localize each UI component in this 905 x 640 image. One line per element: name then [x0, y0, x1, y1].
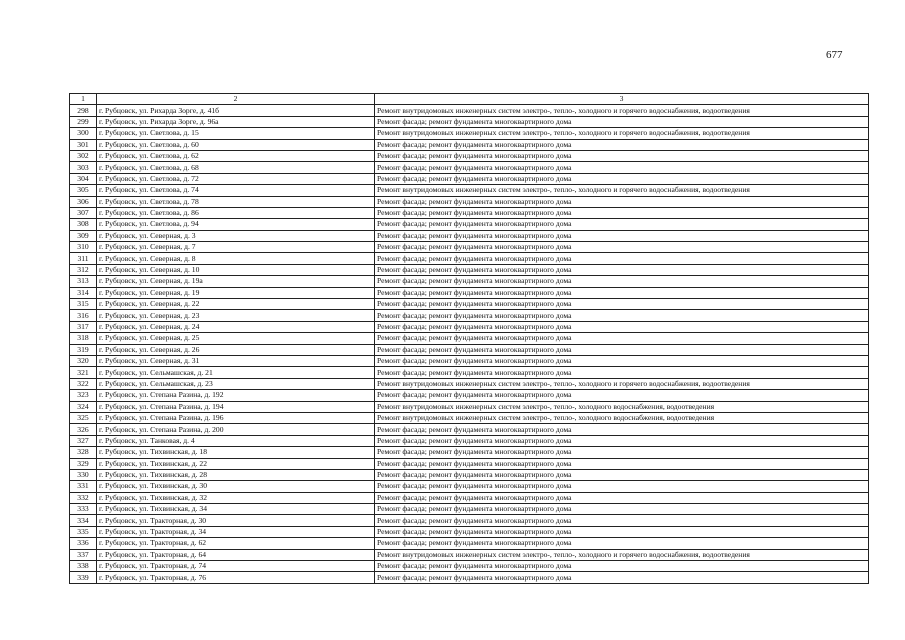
work-type-cell: Ремонт фасада; ремонт фундамента многоквартирного дома [375, 435, 869, 446]
work-type-cell: Ремонт внутридомовых инженерных систем электро-, тепло-, холодного и горячего водоснабжения, водоотведения [375, 105, 869, 116]
row-number-cell: 325 [70, 412, 97, 423]
row-number-cell: 310 [70, 242, 97, 253]
work-type-cell: Ремонт фасада; ремонт фундамента многоквартирного дома [375, 572, 869, 583]
work-type-cell: Ремонт фасада; ремонт фундамента многоквартирного дома [375, 390, 869, 401]
row-number-cell: 324 [70, 401, 97, 412]
address-cell: г. Рубцовск, ул. Светлова, д. 68 [97, 162, 375, 173]
repair-list-table [69, 93, 869, 584]
row-number-cell: 316 [70, 310, 97, 321]
row-number-cell: 311 [70, 253, 97, 264]
address-cell: г. Рубцовск, ул. Рихарда Зорге, д. 96а [97, 116, 375, 127]
table-row [70, 401, 869, 412]
work-type-cell: Ремонт фасада; ремонт фундамента многоквартирного дома [375, 333, 869, 344]
work-type-cell: Ремонт фасада; ремонт фундамента многоквартирного дома [375, 310, 869, 321]
work-type-cell: Ремонт фасада; ремонт фундамента многоквартирного дома [375, 116, 869, 127]
row-number-cell: 336 [70, 538, 97, 549]
address-cell: г. Рубцовск, ул. Северная, д. 22 [97, 299, 375, 310]
work-type-cell: Ремонт внутридомовых инженерных систем электро-, тепло-, холодного и горячего водоснабжения, водоотведения [375, 549, 869, 560]
work-type-cell: Ремонт фасада; ремонт фундамента многоквартирного дома [375, 367, 869, 378]
address-cell: г. Рубцовск, ул. Тихвинская, д. 32 [97, 492, 375, 503]
address-cell: г. Рубцовск, ул. Светлова, д. 94 [97, 219, 375, 230]
work-type-cell: Ремонт фасада; ремонт фундамента многоквартирного дома [375, 253, 869, 264]
row-number-cell: 305 [70, 185, 97, 196]
table-row [70, 515, 869, 526]
header-row [70, 94, 869, 105]
work-type-cell: Ремонт внутридомовых инженерных систем электро-, тепло-, холодного и горячего водоснабжения, водоотведения [375, 378, 869, 389]
address-cell: г. Рубцовск, ул. Рихарда Зорге, д. 41б [97, 105, 375, 116]
row-number-cell: 302 [70, 150, 97, 161]
row-number-cell: 308 [70, 219, 97, 230]
table-row [70, 469, 869, 480]
work-type-cell: Ремонт фасада; ремонт фундамента многоквартирного дома [375, 526, 869, 537]
address-cell: г. Рубцовск, ул. Сельмашская, д. 21 [97, 367, 375, 378]
address-cell: г. Рубцовск, ул. Тракторная, д. 74 [97, 561, 375, 572]
work-type-cell: Ремонт фасада; ремонт фундамента многоквартирного дома [375, 515, 869, 526]
work-type-cell: Ремонт фасада; ремонт фундамента многоквартирного дома [375, 276, 869, 287]
table-row [70, 230, 869, 241]
row-number-cell: 335 [70, 526, 97, 537]
work-type-cell: Ремонт фасада; ремонт фундамента многоквартирного дома [375, 230, 869, 241]
work-type-cell: Ремонт фасада; ремонт фундамента многоквартирного дома [375, 162, 869, 173]
work-type-cell: Ремонт фасада; ремонт фундамента многоквартирного дома [375, 219, 869, 230]
address-cell: г. Рубцовск, ул. Северная, д. 26 [97, 344, 375, 355]
work-type-cell: Ремонт фасада; ремонт фундамента многоквартирного дома [375, 139, 869, 150]
row-number-cell: 303 [70, 162, 97, 173]
table-row [70, 162, 869, 173]
row-number-cell: 314 [70, 287, 97, 298]
table-row [70, 242, 869, 253]
address-cell: г. Рубцовск, ул. Светлова, д. 72 [97, 173, 375, 184]
table-row [70, 572, 869, 583]
address-cell: г. Рубцовск, ул. Степана Разина, д. 196 [97, 412, 375, 423]
work-type-cell: Ремонт фасада; ремонт фундамента многоквартирного дома [375, 481, 869, 492]
work-type-cell: Ремонт фасада; ремонт фундамента многоквартирного дома [375, 424, 869, 435]
table-row [70, 538, 869, 549]
table-row [70, 435, 869, 446]
address-cell: г. Рубцовск, ул. Северная, д. 23 [97, 310, 375, 321]
table-row [70, 310, 869, 321]
work-type-cell: Ремонт фасада; ремонт фундамента многоквартирного дома [375, 538, 869, 549]
row-number-cell: 313 [70, 276, 97, 287]
address-cell: г. Рубцовск, ул. Тракторная, д. 62 [97, 538, 375, 549]
address-cell: г. Рубцовск, ул. Северная, д. 8 [97, 253, 375, 264]
table-row [70, 173, 869, 184]
work-type-cell: Ремонт фасада; ремонт фундамента многоквартирного дома [375, 492, 869, 503]
row-number-cell: 338 [70, 561, 97, 572]
row-number-cell: 332 [70, 492, 97, 503]
address-cell: г. Рубцовск, ул. Степана Разина, д. 200 [97, 424, 375, 435]
row-number-cell: 330 [70, 469, 97, 480]
work-type-cell: Ремонт фасада; ремонт фундамента многоквартирного дома [375, 299, 869, 310]
table-row [70, 355, 869, 366]
address-cell: г. Рубцовск, ул. Тракторная, д. 76 [97, 572, 375, 583]
address-cell: г. Рубцовск, ул. Северная, д. 31 [97, 355, 375, 366]
address-cell: г. Рубцовск, ул. Северная, д. 19 [97, 287, 375, 298]
address-cell: г. Рубцовск, ул. Светлова, д. 15 [97, 128, 375, 139]
row-number-cell: 318 [70, 333, 97, 344]
table-row [70, 116, 869, 127]
table-row [70, 299, 869, 310]
work-type-cell: Ремонт фасада; ремонт фундамента многоквартирного дома [375, 264, 869, 275]
table-row [70, 344, 869, 355]
row-number-cell: 300 [70, 128, 97, 139]
row-number-cell: 304 [70, 173, 97, 184]
row-number-cell: 315 [70, 299, 97, 310]
work-type-cell: Ремонт фасада; ремонт фундамента многоквартирного дома [375, 504, 869, 515]
column-header-3: 3 [375, 94, 869, 105]
table-row [70, 287, 869, 298]
table-row [70, 447, 869, 458]
row-number-cell: 339 [70, 572, 97, 583]
table-row [70, 139, 869, 150]
address-cell: г. Рубцовск, ул. Светлова, д. 62 [97, 150, 375, 161]
table-row [70, 367, 869, 378]
table-row [70, 185, 869, 196]
address-cell: г. Рубцовск, ул. Тракторная, д. 64 [97, 549, 375, 560]
table-row [70, 128, 869, 139]
address-cell: г. Рубцовск, ул. Северная, д. 25 [97, 333, 375, 344]
table-row [70, 481, 869, 492]
table-row [70, 196, 869, 207]
row-number-cell: 321 [70, 367, 97, 378]
row-number-cell: 299 [70, 116, 97, 127]
address-cell: г. Рубцовск, ул. Тихвинская, д. 30 [97, 481, 375, 492]
document-sheet [69, 93, 868, 584]
address-cell: г. Рубцовск, ул. Сельмашская, д. 23 [97, 378, 375, 389]
row-number-cell: 327 [70, 435, 97, 446]
work-type-cell: Ремонт внутридомовых инженерных систем электро-, тепло-, холодного и горячего водоснабжения, водоотведения [375, 128, 869, 139]
table-row [70, 253, 869, 264]
address-cell: г. Рубцовск, ул. Северная, д. 3 [97, 230, 375, 241]
table-row [70, 264, 869, 275]
column-header-1: 1 [70, 94, 97, 105]
work-type-cell: Ремонт фасада; ремонт фундамента многоквартирного дома [375, 355, 869, 366]
work-type-cell: Ремонт фасада; ремонт фундамента многоквартирного дома [375, 447, 869, 458]
address-cell: г. Рубцовск, ул. Тихвинская, д. 34 [97, 504, 375, 515]
row-number-cell: 322 [70, 378, 97, 389]
table-row [70, 504, 869, 515]
row-number-cell: 298 [70, 105, 97, 116]
table-row [70, 549, 869, 560]
row-number-cell: 331 [70, 481, 97, 492]
work-type-cell: Ремонт фасада; ремонт фундамента многоквартирного дома [375, 344, 869, 355]
row-number-cell: 301 [70, 139, 97, 150]
row-number-cell: 319 [70, 344, 97, 355]
row-number-cell: 333 [70, 504, 97, 515]
address-cell: г. Рубцовск, ул. Тихвинская, д. 22 [97, 458, 375, 469]
row-number-cell: 309 [70, 230, 97, 241]
address-cell: г. Рубцовск, ул. Северная, д. 19а [97, 276, 375, 287]
address-cell: г. Рубцовск, ул. Степана Разина, д. 192 [97, 390, 375, 401]
table-row [70, 492, 869, 503]
row-number-cell: 320 [70, 355, 97, 366]
row-number-cell: 329 [70, 458, 97, 469]
address-cell: г. Рубцовск, ул. Светлова, д. 74 [97, 185, 375, 196]
address-cell: г. Рубцовск, ул. Северная, д. 7 [97, 242, 375, 253]
work-type-cell: Ремонт фасада; ремонт фундамента многоквартирного дома [375, 173, 869, 184]
table-row [70, 105, 869, 116]
work-type-cell: Ремонт фасада; ремонт фундамента многоквартирного дома [375, 196, 869, 207]
work-type-cell: Ремонт фасада; ремонт фундамента многоквартирного дома [375, 150, 869, 161]
table-row [70, 378, 869, 389]
row-number-cell: 328 [70, 447, 97, 458]
column-header-2: 2 [97, 94, 375, 105]
address-cell: г. Рубцовск, ул. Светлова, д. 78 [97, 196, 375, 207]
table-row [70, 150, 869, 161]
table-row [70, 390, 869, 401]
address-cell: г. Рубцовск, ул. Тихвинская, д. 28 [97, 469, 375, 480]
work-type-cell: Ремонт фасада; ремонт фундамента многоквартирного дома [375, 242, 869, 253]
work-type-cell: Ремонт внутридомовых инженерных систем электро-, тепло-, холодного водоснабжения, водоотведения [375, 401, 869, 412]
row-number-cell: 334 [70, 515, 97, 526]
row-number-cell: 312 [70, 264, 97, 275]
row-number-cell: 323 [70, 390, 97, 401]
work-type-cell: Ремонт фасада; ремонт фундамента многоквартирного дома [375, 207, 869, 218]
address-cell: г. Рубцовск, ул. Тихвинская, д. 18 [97, 447, 375, 458]
address-cell: г. Рубцовск, ул. Светлова, д. 60 [97, 139, 375, 150]
address-cell: г. Рубцовск, ул. Танковая, д. 4 [97, 435, 375, 446]
row-number-cell: 306 [70, 196, 97, 207]
table-row [70, 458, 869, 469]
table-body [70, 105, 869, 583]
row-number-cell: 307 [70, 207, 97, 218]
work-type-cell: Ремонт фасада; ремонт фундамента многоквартирного дома [375, 469, 869, 480]
work-type-cell: Ремонт фасада; ремонт фундамента многоквартирного дома [375, 561, 869, 572]
address-cell: г. Рубцовск, ул. Северная, д. 24 [97, 321, 375, 332]
work-type-cell: Ремонт фасада; ремонт фундамента многоквартирного дома [375, 287, 869, 298]
table-row [70, 219, 869, 230]
table-row [70, 333, 869, 344]
address-cell: г. Рубцовск, ул. Тракторная, д. 30 [97, 515, 375, 526]
work-type-cell: Ремонт внутридомовых инженерных систем электро-, тепло-, холодного водоснабжения, водоотведения [375, 412, 869, 423]
table-row [70, 561, 869, 572]
table-row [70, 207, 869, 218]
address-cell: г. Рубцовск, ул. Светлова, д. 86 [97, 207, 375, 218]
table-row [70, 412, 869, 423]
work-type-cell: Ремонт фасада; ремонт фундамента многоквартирного дома [375, 321, 869, 332]
table-row [70, 424, 869, 435]
work-type-cell: Ремонт внутридомовых инженерных систем электро-, тепло-, холодного и горячего водоснабжения, водоотведения [375, 185, 869, 196]
table-header [70, 94, 869, 105]
row-number-cell: 326 [70, 424, 97, 435]
table-row [70, 321, 869, 332]
row-number-cell: 337 [70, 549, 97, 560]
address-cell: г. Рубцовск, ул. Тракторная, д. 34 [97, 526, 375, 537]
address-cell: г. Рубцовск, ул. Северная, д. 10 [97, 264, 375, 275]
table-row [70, 276, 869, 287]
page-number: 677 [826, 49, 843, 61]
work-type-cell: Ремонт фасада; ремонт фундамента многоквартирного дома [375, 458, 869, 469]
address-cell: г. Рубцовск, ул. Степана Разина, д. 194 [97, 401, 375, 412]
row-number-cell: 317 [70, 321, 97, 332]
table-row [70, 526, 869, 537]
